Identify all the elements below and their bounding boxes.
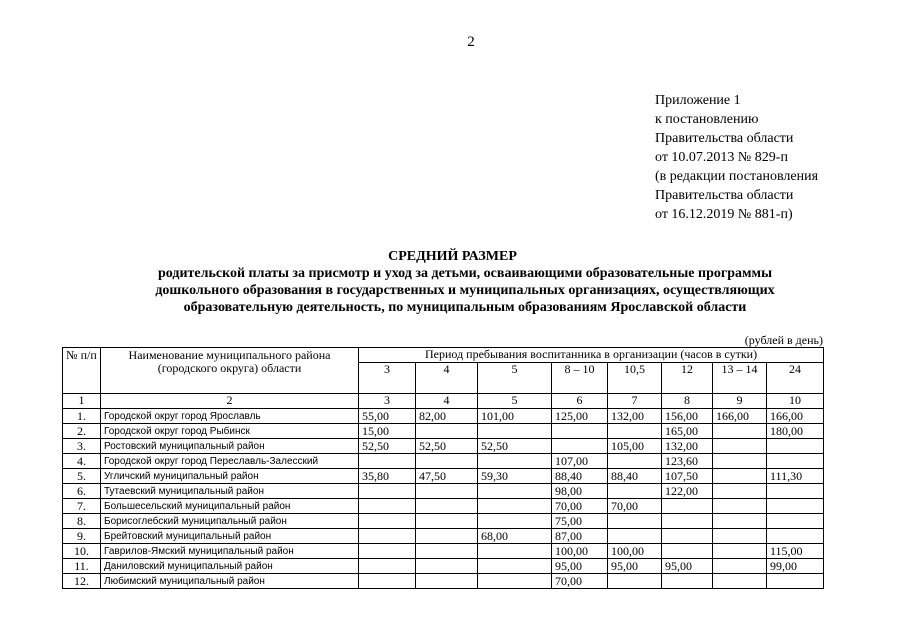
fee-value: 100,00 bbox=[608, 544, 662, 559]
unit-note: (рублей в день) bbox=[744, 333, 823, 347]
fee-value bbox=[416, 484, 478, 499]
district-name: Городской округ город Ярославль bbox=[101, 409, 359, 424]
fee-value bbox=[478, 484, 552, 499]
fee-value: 55,00 bbox=[359, 409, 416, 424]
fee-value bbox=[713, 469, 767, 484]
row-number: 10. bbox=[63, 544, 101, 559]
fee-value bbox=[478, 544, 552, 559]
col-index: 10 bbox=[767, 394, 824, 409]
header-row-index bbox=[63, 394, 824, 409]
col-index: 1 bbox=[63, 394, 101, 409]
district-name: Брейтовский муниципальный район bbox=[101, 529, 359, 544]
district-name: Угличский муниципальный район bbox=[101, 469, 359, 484]
fee-value bbox=[359, 484, 416, 499]
district-name: Борисоглебский муниципальный район bbox=[101, 514, 359, 529]
fee-value bbox=[767, 514, 824, 529]
row-number: 9. bbox=[63, 529, 101, 544]
fee-value: 52,50 bbox=[359, 439, 416, 454]
table-row bbox=[63, 559, 824, 574]
col-index: 4 bbox=[416, 394, 478, 409]
fee-value bbox=[608, 424, 662, 439]
fee-value bbox=[713, 559, 767, 574]
fee-value: 70,00 bbox=[552, 499, 608, 514]
header-row-top bbox=[63, 348, 824, 363]
fee-value: 122,00 bbox=[662, 484, 713, 499]
fee-value bbox=[608, 529, 662, 544]
table-row bbox=[63, 469, 824, 484]
header-hours: 3 bbox=[359, 363, 416, 394]
row-number: 2. bbox=[63, 424, 101, 439]
table-row bbox=[63, 424, 824, 439]
row-number: 5. bbox=[63, 469, 101, 484]
fee-value bbox=[608, 574, 662, 589]
header-hours: 24 bbox=[767, 363, 824, 394]
col-index: 6 bbox=[552, 394, 608, 409]
fee-value bbox=[608, 514, 662, 529]
fee-value: 99,00 bbox=[767, 559, 824, 574]
fee-value bbox=[416, 544, 478, 559]
table-row bbox=[63, 514, 824, 529]
appendix-line: Правительства области bbox=[655, 131, 794, 146]
header-hours: 4 bbox=[416, 363, 478, 394]
fee-value bbox=[713, 514, 767, 529]
fee-value bbox=[713, 529, 767, 544]
fee-value: 68,00 bbox=[478, 529, 552, 544]
fee-value: 87,00 bbox=[552, 529, 608, 544]
row-number: 8. bbox=[63, 514, 101, 529]
fee-value: 70,00 bbox=[608, 499, 662, 514]
fee-value bbox=[416, 529, 478, 544]
table-row bbox=[63, 574, 824, 589]
district-name: Большесельский муниципальный район bbox=[101, 499, 359, 514]
fee-value bbox=[478, 424, 552, 439]
fee-value: 95,00 bbox=[608, 559, 662, 574]
fee-value: 107,00 bbox=[552, 454, 608, 469]
district-name: Городской округ город Рыбинск bbox=[101, 424, 359, 439]
table-row bbox=[63, 484, 824, 499]
fee-value: 166,00 bbox=[713, 409, 767, 424]
subtitle-line: родительской платы за присмотр и уход за детьми, осваивающими образовательные программы bbox=[157, 266, 772, 281]
fee-value bbox=[416, 574, 478, 589]
document-title: СРЕДНИЙ РАЗМЕР bbox=[388, 249, 517, 264]
col-index: 8 bbox=[662, 394, 713, 409]
fee-value bbox=[767, 484, 824, 499]
fee-value: 100,00 bbox=[552, 544, 608, 559]
fee-value bbox=[359, 514, 416, 529]
fee-value bbox=[713, 574, 767, 589]
fee-value: 180,00 bbox=[767, 424, 824, 439]
fee-value bbox=[359, 529, 416, 544]
fee-value bbox=[662, 514, 713, 529]
fee-value bbox=[608, 454, 662, 469]
fee-value bbox=[767, 499, 824, 514]
fee-value: 88,40 bbox=[552, 469, 608, 484]
page-number: 2 bbox=[467, 34, 475, 50]
appendix-line: Правительства области bbox=[655, 188, 794, 203]
fee-value bbox=[713, 439, 767, 454]
district-name: Гаврилов-Ямский муниципальный район bbox=[101, 544, 359, 559]
fee-value bbox=[552, 439, 608, 454]
fee-value: 59,30 bbox=[478, 469, 552, 484]
fee-value bbox=[478, 454, 552, 469]
table-row bbox=[63, 439, 824, 454]
row-number: 3. bbox=[63, 439, 101, 454]
table-row bbox=[63, 454, 824, 469]
appendix-line: от 10.07.2013 № 829-п bbox=[655, 150, 788, 165]
fee-value: 95,00 bbox=[552, 559, 608, 574]
table-row bbox=[63, 409, 824, 424]
fee-value: 105,00 bbox=[608, 439, 662, 454]
fee-value bbox=[478, 559, 552, 574]
fee-value bbox=[662, 574, 713, 589]
appendix-line: (в редакции постановления bbox=[655, 169, 819, 184]
fee-value: 35,80 bbox=[359, 469, 416, 484]
fee-value: 107,50 bbox=[662, 469, 713, 484]
fee-value bbox=[662, 499, 713, 514]
fee-value: 98,00 bbox=[552, 484, 608, 499]
fee-value: 132,00 bbox=[608, 409, 662, 424]
fee-value bbox=[767, 529, 824, 544]
row-number: 7. bbox=[63, 499, 101, 514]
fee-value: 132,00 bbox=[662, 439, 713, 454]
fee-value bbox=[359, 559, 416, 574]
col-index: 5 bbox=[478, 394, 552, 409]
fee-value bbox=[478, 499, 552, 514]
fee-value: 156,00 bbox=[662, 409, 713, 424]
fee-value bbox=[359, 544, 416, 559]
fee-value bbox=[608, 484, 662, 499]
fee-value: 111,30 bbox=[767, 469, 824, 484]
district-name: Городской округ город Переславль-Залесский bbox=[101, 454, 359, 469]
table-row bbox=[63, 529, 824, 544]
fee-value: 123,60 bbox=[662, 454, 713, 469]
row-number: 11. bbox=[63, 559, 101, 574]
fee-table bbox=[62, 347, 824, 589]
document-subtitle bbox=[100, 265, 830, 316]
header-name: Наименование муниципального района (городского округа) области bbox=[101, 348, 359, 394]
row-number: 12. bbox=[63, 574, 101, 589]
fee-value: 70,00 bbox=[552, 574, 608, 589]
subtitle-line: дошкольного образования в государственных и муниципальных организациях, осуществляющих bbox=[155, 283, 775, 298]
fee-value: 88,40 bbox=[608, 469, 662, 484]
fee-value: 47,50 bbox=[416, 469, 478, 484]
fee-value bbox=[767, 574, 824, 589]
fee-value bbox=[359, 454, 416, 469]
row-number: 6. bbox=[63, 484, 101, 499]
fee-value bbox=[713, 424, 767, 439]
appendix-line: от 16.12.2019 № 881-п) bbox=[655, 207, 793, 222]
fee-value bbox=[416, 454, 478, 469]
table-row bbox=[63, 544, 824, 559]
header-period: Период пребывания воспитанника в организации (часов в сутки) bbox=[359, 348, 824, 363]
header-hours: 13 – 14 bbox=[713, 363, 767, 394]
district-name: Тутаевский муниципальный район bbox=[101, 484, 359, 499]
fee-value bbox=[713, 484, 767, 499]
fee-value bbox=[767, 439, 824, 454]
header-hours: 10,5 bbox=[608, 363, 662, 394]
fee-value bbox=[552, 424, 608, 439]
fee-value bbox=[662, 544, 713, 559]
row-number: 4. bbox=[63, 454, 101, 469]
header-hours: 5 bbox=[478, 363, 552, 394]
fee-value bbox=[767, 454, 824, 469]
fee-value: 166,00 bbox=[767, 409, 824, 424]
fee-value: 95,00 bbox=[662, 559, 713, 574]
fee-value: 101,00 bbox=[478, 409, 552, 424]
district-name: Даниловский муниципальный район bbox=[101, 559, 359, 574]
fee-value: 52,50 bbox=[478, 439, 552, 454]
district-name: Любимский муниципальный район bbox=[101, 574, 359, 589]
fee-value bbox=[713, 544, 767, 559]
fee-value bbox=[416, 514, 478, 529]
fee-value: 15,00 bbox=[359, 424, 416, 439]
fee-value: 82,00 bbox=[416, 409, 478, 424]
fee-value bbox=[416, 559, 478, 574]
fee-value: 125,00 bbox=[552, 409, 608, 424]
fee-value: 75,00 bbox=[552, 514, 608, 529]
fee-value: 165,00 bbox=[662, 424, 713, 439]
fee-value bbox=[416, 424, 478, 439]
fee-value bbox=[713, 454, 767, 469]
fee-value bbox=[359, 574, 416, 589]
row-number: 1. bbox=[63, 409, 101, 424]
district-name: Ростовский муниципальный район bbox=[101, 439, 359, 454]
fee-value bbox=[359, 499, 416, 514]
col-index: 2 bbox=[101, 394, 359, 409]
fee-value bbox=[662, 529, 713, 544]
appendix-note bbox=[655, 91, 818, 224]
fee-value: 115,00 bbox=[767, 544, 824, 559]
subtitle-line: образовательную деятельность, по муниципальным образованиям Ярославской области bbox=[183, 300, 747, 315]
fee-value bbox=[713, 499, 767, 514]
appendix-line: к постановлению bbox=[655, 112, 759, 127]
col-index: 3 bbox=[359, 394, 416, 409]
header-num: № п/п bbox=[63, 348, 101, 394]
table-row bbox=[63, 499, 824, 514]
col-index: 9 bbox=[713, 394, 767, 409]
header-hours: 8 – 10 bbox=[552, 363, 608, 394]
appendix-line: Приложение 1 bbox=[655, 93, 741, 108]
header-hours: 12 bbox=[662, 363, 713, 394]
fee-value bbox=[416, 499, 478, 514]
fee-value bbox=[478, 574, 552, 589]
fee-value: 52,50 bbox=[416, 439, 478, 454]
col-index: 7 bbox=[608, 394, 662, 409]
fee-value bbox=[478, 514, 552, 529]
